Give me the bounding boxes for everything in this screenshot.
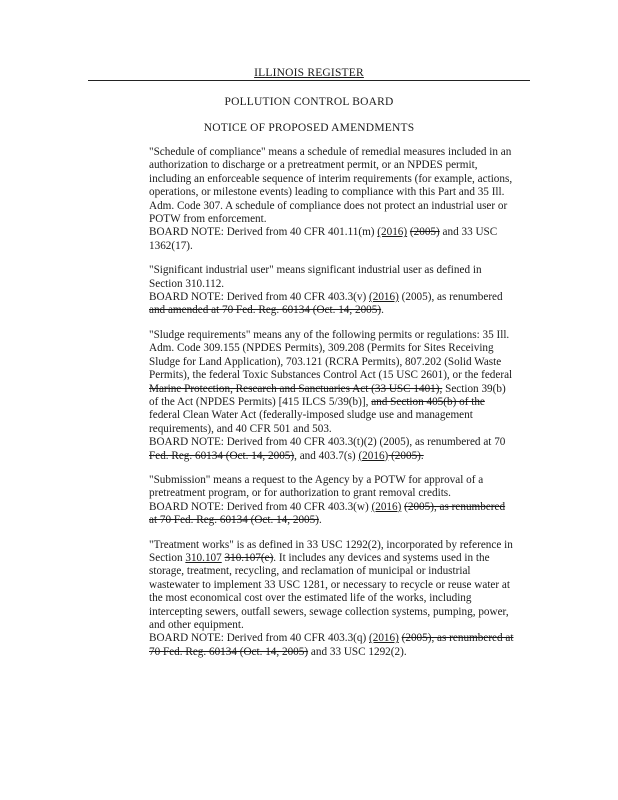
- note-text: and 33 USC: [439, 226, 498, 239]
- deleted-text: and amended at 70 Fed. Reg. 60134 (Oct. 14, 2005): [149, 304, 382, 317]
- board-note: [149, 632, 547, 645]
- text-line: Permits), the federal Toxic Substances Control Act (15 USC 2601), or the federal: [149, 369, 513, 382]
- note-text: BOARD NOTE: Derived from 40 CFR 401.11(m): [149, 226, 378, 239]
- note-text: , and 403.7(s): [294, 449, 359, 462]
- text-line: federal Clean Water Act (federally-imposed sludge use and management: [149, 409, 473, 422]
- text-line: [149, 304, 547, 317]
- definition-schedule-of-compliance: [149, 146, 547, 253]
- text-line: the most economical cost over the estimated life of the works, including: [149, 592, 472, 605]
- definition-treatment-works: [149, 539, 547, 660]
- deleted-text: (2005), as renumbered: [404, 500, 506, 513]
- text-line: "Schedule of compliance" means a schedule of remedial measures included in an: [149, 146, 512, 158]
- deleted-text: 70 Fed. Reg. 60134 (Oct. 14, 2005): [149, 645, 309, 658]
- text-line: [149, 396, 547, 409]
- text-line: Section 310.112.: [149, 277, 225, 290]
- text-line: requirements), and 40 CFR 501 and 503.: [149, 422, 332, 435]
- note-text: .: [381, 304, 384, 317]
- inserted-text: (2016): [371, 500, 402, 513]
- register-title: ILLINOIS REGISTER: [254, 67, 364, 79]
- inserted-text: (2016): [377, 226, 408, 239]
- board-note: [149, 501, 547, 514]
- header-rule: [88, 80, 530, 81]
- text-line: Adm. Code 307. A schedule of compliance does not protect an industrial user or: [149, 199, 508, 212]
- note-text: and 33 USC 1292(2).: [308, 645, 407, 658]
- text-line: authorization to discharge or a pretreatment permit, or an NPDES permit,: [149, 159, 478, 172]
- line-text: of the Act (NPDES Permits) [415 ILCS 5/39(b)],: [149, 395, 372, 408]
- deleted-text: (2005): [409, 226, 440, 239]
- notice-title: NOTICE OF PROPOSED AMENDMENTS: [203, 122, 415, 134]
- text-line: "Significant industrial user" means significant industrial user as defined in: [149, 264, 482, 277]
- definition-significant-industrial-user: [149, 264, 547, 318]
- text-line: and other equipment.: [149, 619, 244, 631]
- deleted-text: (2005), as renumbered at: [401, 632, 514, 645]
- text-line: [149, 514, 547, 527]
- inserted-text: (2016): [358, 449, 389, 462]
- text-line: pretreatment program, or for authorization to grant removal credits.: [149, 487, 451, 500]
- text-line: Sludge for Land Application), 703.121 (RCRA Permits), 807.202 (Solid Waste: [149, 355, 502, 368]
- text-line: 1362(17).: [149, 239, 193, 252]
- line-text: . It includes any devices and systems used in the: [273, 551, 490, 564]
- deleted-text: 310.107(e): [224, 551, 274, 564]
- text-line: storage, treatment, recycling, and reclamation of municipal or industrial: [149, 565, 471, 578]
- deleted-text: Marine Protection, Research and Sanctuaries Act (33 USC 1401),: [149, 382, 443, 395]
- line-text: Section 39(b): [442, 382, 506, 395]
- deleted-text: at 70 Fed. Reg. 60134 (Oct. 14, 2005): [149, 514, 319, 527]
- note-text: BOARD NOTE: Derived from 40 CFR 403.3(w): [149, 500, 372, 513]
- inserted-text: (2016): [369, 291, 399, 304]
- definition-sludge-requirements: [149, 329, 547, 463]
- text-line: "Submission" means a request to the Agency by a POTW for approval of a: [149, 473, 484, 486]
- deleted-text: (2005).: [388, 449, 424, 462]
- document-body: [149, 146, 547, 670]
- text-line: [149, 450, 547, 463]
- deleted-text: Fed. Reg. 60134 (Oct. 14, 2005): [149, 449, 295, 462]
- note-text: (2005), as renumbered: [398, 291, 503, 304]
- text-line: including an enforceable sequence of interim requirements (for example, actions,: [149, 172, 513, 185]
- text-line: "Sludge requirements" means any of the following permits or regulations: 35 Ill.: [149, 328, 510, 341]
- board-note: [149, 291, 547, 304]
- text-line: [149, 552, 547, 565]
- note-text: .: [318, 514, 322, 527]
- note-text: BOARD NOTE: Derived from 40 CFR 403.3(q): [149, 632, 370, 645]
- board-name: POLLUTION CONTROL BOARD: [224, 96, 394, 108]
- text-line: operations, or milestone events) leading to compliance with this Part and 35 Ill.: [149, 186, 505, 199]
- text-line: POTW from enforcement.: [149, 213, 267, 226]
- inserted-text: (2016): [369, 632, 399, 645]
- text-line: "Treatment works" is as defined in 33 USC 1292(2), incorporated by reference in: [149, 538, 513, 551]
- text-line: [149, 383, 547, 396]
- line-text: Section: [149, 551, 186, 564]
- board-note: BOARD NOTE: Derived from 40 CFR 403.3(t)(2) (2005), as renumbered at 70: [149, 436, 506, 449]
- definition-submission: [149, 474, 547, 528]
- text-line: wastewater to implement 33 USC 1281, or necessary to recycle or reuse water at: [149, 578, 510, 591]
- board-note: [149, 226, 547, 239]
- text-line: intercepting sewers, outfall sewers, sewage collection systems, pumping, power,: [149, 605, 509, 618]
- text-line: Adm. Code 309.155 (NPDES Permits), 309.208 (Permits for Sites Receiving: [149, 342, 494, 355]
- note-text: BOARD NOTE: Derived from 40 CFR 403.3(v): [149, 291, 370, 304]
- deleted-text: and Section 405(b) of the: [371, 395, 485, 408]
- text-line: [149, 646, 547, 659]
- inserted-text: 310.107: [185, 551, 222, 564]
